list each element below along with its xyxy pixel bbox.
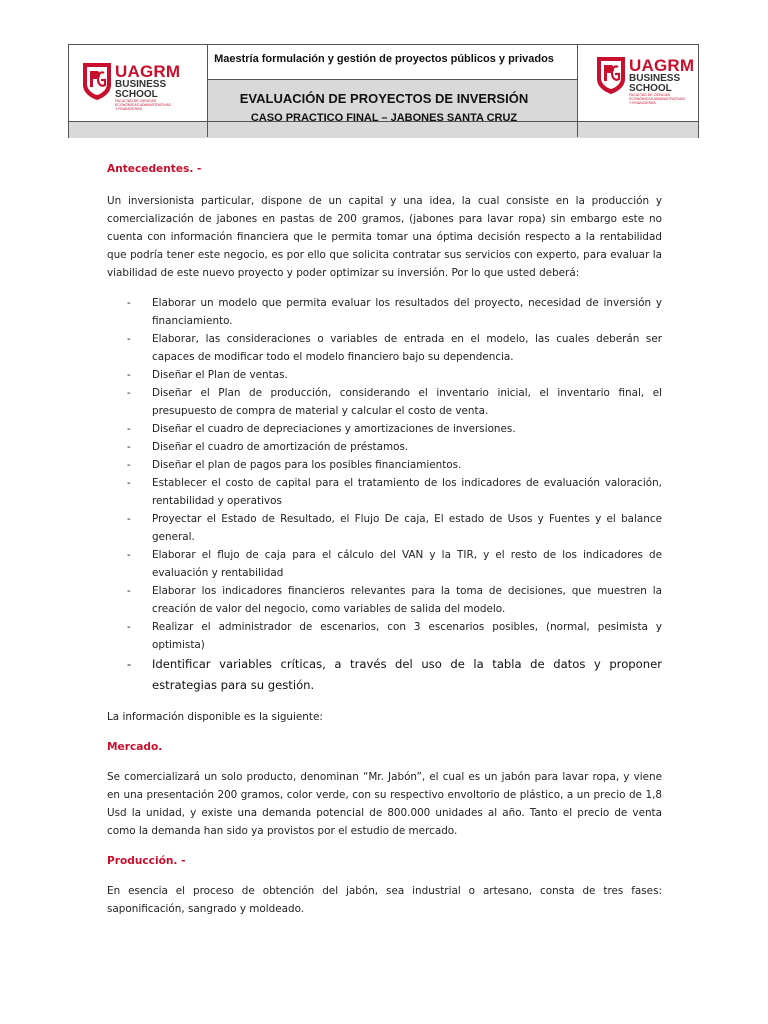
course-title: EVALUACIÓN DE PROYECTOS DE INVERSIÓN: [239, 91, 529, 106]
mercado-paragraph: Se comercializará un solo producto, denominan “Mr. Jabón”, el cual es un jabón para lavar ropa, y viene en una presentación 200 gramos, color verde, con su respectivo envoltorio de plástico, a un precio de 1,8 Usd la unidad, y existe una demanda potencial de 800.000 unidades al año. Tanto el precio de venta como la demanda han sido ya provistos por el estudio de mercado.: [107, 771, 662, 837]
produccion-paragraph: En esencia el proceso de obtención del jabón, sea industrial o artesano, consta de tres fases: saponificación, sangrado y moldeado.: [107, 885, 662, 915]
header-right-fill: [577, 121, 698, 138]
list-item: - Diseñar el cuadro de amortización de préstamos.: [107, 438, 662, 456]
program-title: Maestría formulación y gestión de proyectos públicos y privados: [214, 53, 554, 65]
list-item: - Diseñar el Plan de producción, considerando el inventario inicial, el inventario final, el presupuesto de compra de material y calcular el costo de venta.: [107, 384, 662, 420]
list-item: - Elaborar los indicadores financieros relevantes para la toma de decisiones, que muestren la creación de valor del negocio, como variables de salida del modelo.: [107, 582, 662, 618]
header-left-fill: [69, 121, 207, 138]
requirements-list: [107, 294, 662, 696]
case-title: CASO PRACTICO FINAL – JABONES SANTA CRUZ: [250, 112, 518, 124]
shield-icon: [81, 61, 113, 101]
header-title-fill: [207, 79, 577, 138]
list-item: - Elaborar un modelo que permita evaluar los resultados del proyecto, necesidad de inversión y financiamiento.: [107, 294, 662, 330]
list-item: - Diseñar el cuadro de depreciaciones y amortizaciones de inversiones.: [107, 420, 662, 438]
list-item: - Proyectar el Estado de Resultado, el Flujo De caja, El estado de Usos y Fuentes y el balance general.: [107, 510, 662, 546]
list-item: - Elaborar, las consideraciones o variables de entrada en el modelo, las cuales deberán ser capaces de modificar todo el modelo financiero bajo su dependencia.: [107, 330, 662, 366]
section-heading-produccion: Producción. -: [107, 855, 186, 867]
antecedentes-paragraph: Un inversionista particular, dispone de un capital y una idea, la cual consiste en la producción y comercialización de jabones en pastas de 200 gramos, (jabones para lavar ropa) sin embargo este no cuenta con información financiera que le permita tomar una óptima decisión respecto a la rentabilidad que podría tener este negocio, es por ello que solicita contratar sus servicios con experto, para evaluar la viabilidad de este nuevo proyecto y poder optimizar su inversión. Por lo que usted deberá:: [107, 195, 662, 279]
info-intro: La información disponible es la siguiente:: [107, 711, 323, 723]
section-heading-antecedentes: Antecedentes. -: [107, 163, 202, 175]
shield-icon: [595, 55, 627, 95]
uagrm-logo-right: UAGRM BUSINESS SCHOOL FACULTAD DE CIENCIAS ECONÓMICAS ADMINISTRATIVAS Y FINANCIERAS: [595, 55, 695, 103]
section-heading-mercado: Mercado.: [107, 741, 163, 753]
uagrm-logo-left: UAGRM BUSINESS SCHOOL FACULTAD DE CIENCIAS ECONÓMICAS ADMINISTRATIVAS Y FINANCIERAS: [81, 61, 201, 109]
list-item: - Establecer el costo de capital para el tratamiento de los indicadores de evaluación valoración, rentabilidad y operativos: [107, 474, 662, 510]
list-item: - Identificar variables críticas, a través del uso de la tabla de datos y proponer estrategias para su gestión.: [107, 654, 662, 696]
list-item: - Diseñar el plan de pagos para los posibles financiamientos.: [107, 456, 662, 474]
list-item: - Elaborar el flujo de caja para el cálculo del VAN y la TIR, y el resto de los indicadores de evaluación y rentabilidad: [107, 546, 662, 582]
list-item: - Realizar el administrador de escenarios, con 3 escenarios posibles, (normal, pesimista y optimista): [107, 618, 662, 654]
list-item: - Diseñar el Plan de ventas.: [107, 366, 662, 384]
document-body: [107, 160, 662, 918]
document-header: [68, 44, 699, 138]
